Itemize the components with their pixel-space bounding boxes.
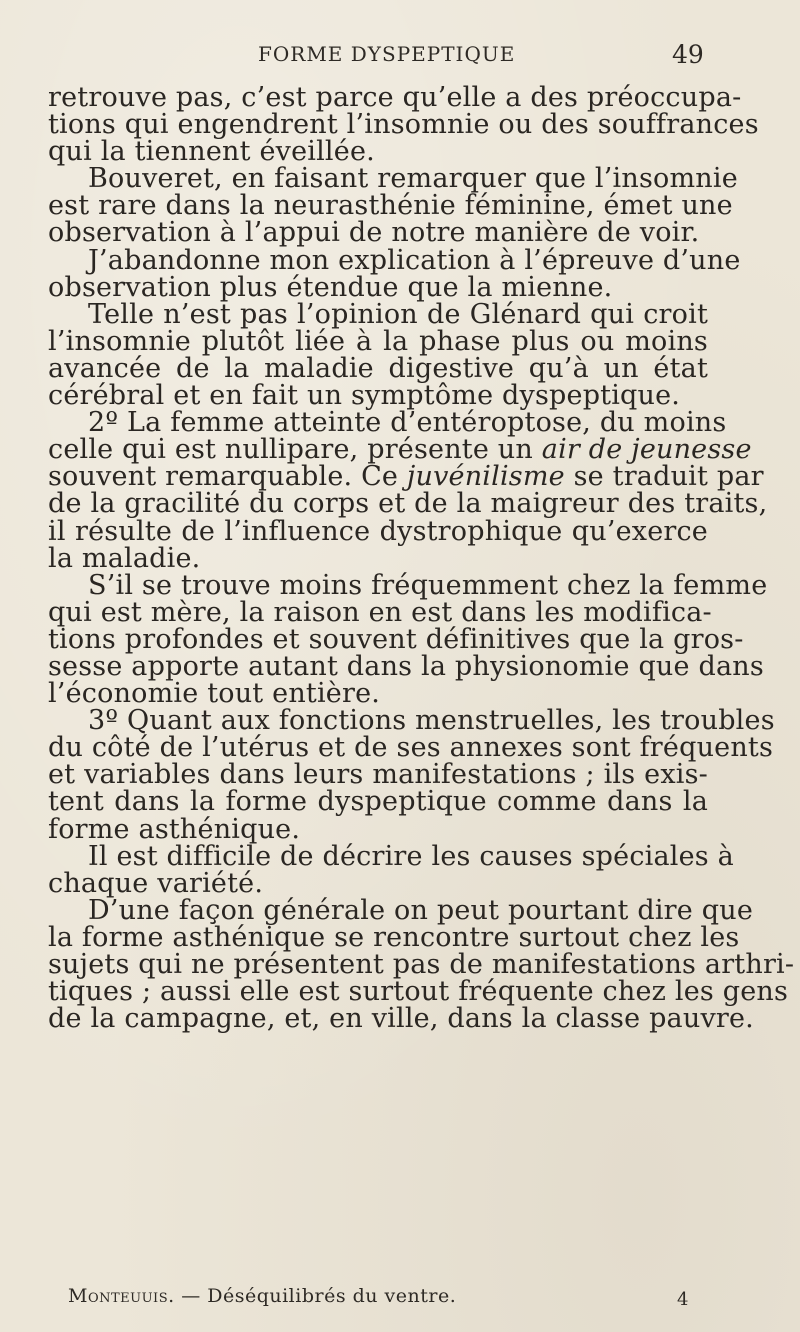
text-line: la forme asthénique se rencontre surtout chez les xyxy=(48,921,740,953)
text-line: tiques ; aussi elle est surtout fréquente chez les gens xyxy=(48,976,789,1008)
text-line: Il est difficile de décrire les causes spéciales à xyxy=(88,840,734,872)
text-line: S’il se trouve moins fréquemment chez la femme xyxy=(88,569,768,601)
text-span: souvent remarquable. Ce xyxy=(48,461,407,493)
text-line: D’une façon générale on peut pourtant dire que xyxy=(88,894,753,926)
text-line: 2º La femme atteinte d’entéroptose, du moins xyxy=(88,407,727,439)
text-line: tions qui engendrent l’insomnie ou des souffrances xyxy=(48,109,759,141)
text-line: J’abandonne mon explication à l’épreuve d’une xyxy=(88,244,741,276)
footer-dash: — xyxy=(181,1285,201,1307)
text-line: observation à l’appui de notre manière de voir. xyxy=(48,217,700,249)
text-line: sujets qui ne présentent pas de manifestations arthri- xyxy=(48,949,795,980)
text-line: sesse apporte autant dans la physionomie que dans xyxy=(48,650,764,682)
text-line: 3º Quant aux fonctions menstruelles, les troubles xyxy=(88,705,775,737)
signature-mark: 4 xyxy=(677,1289,689,1310)
text-line: l’insomnie plutôt liée à la phase plus ou moins xyxy=(48,325,708,357)
body-text xyxy=(48,82,795,1035)
text-line: cérébral et en fait un symptôme dyspeptique. xyxy=(48,380,681,412)
italic-word: juvénilisme xyxy=(406,461,565,493)
text-line: de la gracilité du corps et de la maigreur des traits, xyxy=(48,488,768,520)
footer xyxy=(0,1285,800,1315)
text-line-italic-mix xyxy=(48,461,764,493)
text-line: et variables dans leurs manifestations ; ils exis- xyxy=(48,759,708,791)
text-line: tions profondes et souvent définitives que la gros- xyxy=(48,623,744,655)
text-line-italic-mix xyxy=(48,434,752,466)
text-line: forme asthénique. xyxy=(48,813,301,845)
text-line: du côté de l’utérus et de ses annexes sont fréquents xyxy=(48,732,774,764)
text-line: retrouve pas, c’est parce qu’elle a des préoccupa- xyxy=(48,82,742,113)
italic-phrase: air de jeunesse xyxy=(541,434,752,466)
running-title: FORME DYSPEPTIQUE xyxy=(258,42,516,66)
text-line: il résulte de l’influence dystrophique qu’exerce xyxy=(48,515,708,547)
text-span: se traduit par xyxy=(564,461,764,493)
text-line: de la campagne, et, en ville, dans la classe pauvre. xyxy=(48,1003,754,1035)
text-line: Telle n’est pas l’opinion de Glénard qui croit xyxy=(88,298,708,330)
text-line: chaque variété. xyxy=(48,867,264,899)
text-line: tent dans la forme dyspeptique comme dans la xyxy=(48,786,708,818)
text-line: l’économie tout entière. xyxy=(48,678,381,710)
footer-author: Monteuuis. xyxy=(68,1285,175,1307)
text-line: est rare dans la neurasthénie féminine, émet une xyxy=(48,190,733,222)
text-line: la maladie. xyxy=(48,542,201,574)
text-line: qui la tiennent éveillée. xyxy=(48,136,375,168)
text-line: Bouveret, en faisant remarquer que l’insomnie xyxy=(88,163,738,195)
text-span: celle qui est nullipare, présente un xyxy=(48,434,542,466)
text-line: observation plus étendue que la mienne. xyxy=(48,271,613,303)
page-number: 49 xyxy=(672,40,704,69)
text-line: avancée de la maladie digestive qu’à un état xyxy=(48,352,708,384)
footer-note xyxy=(68,1285,456,1307)
text-line: qui est mère, la raison en est dans les modifica- xyxy=(48,596,712,628)
footer-title: Déséquilibrés du ventre. xyxy=(207,1285,457,1307)
running-head xyxy=(0,40,800,80)
